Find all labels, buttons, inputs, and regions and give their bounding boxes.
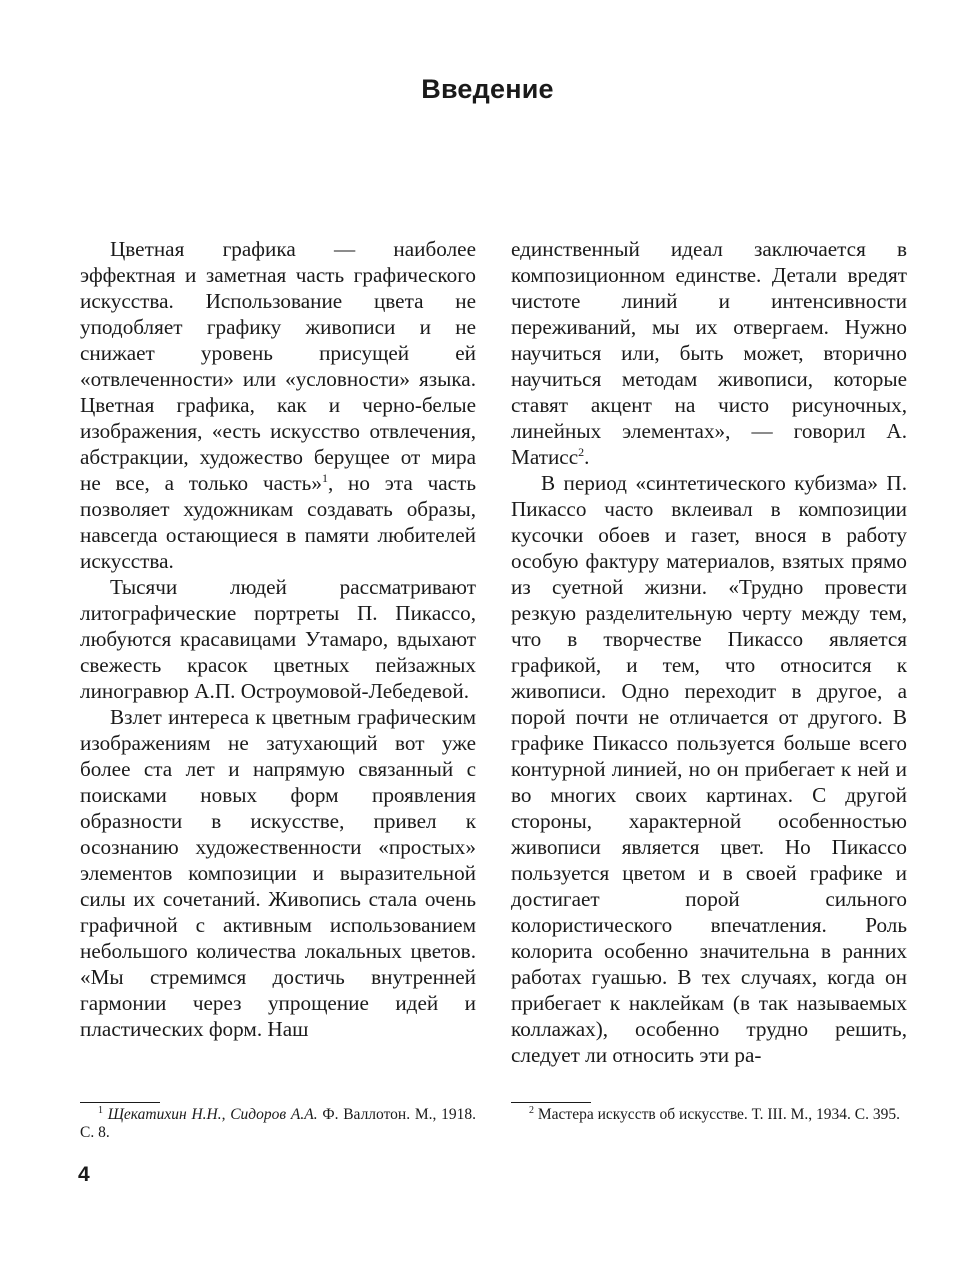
footnote-number: 2 <box>529 1104 534 1116</box>
right-text-column <box>511 236 907 1068</box>
paragraph <box>80 236 476 574</box>
footnote-2 <box>511 1106 907 1124</box>
footnote-divider <box>511 1102 591 1103</box>
paragraph: Тысячи людей рассматривают литографические портреты П. Пикассо, любуются красавицами Утамаро, вдыхают свежесть красок цветных пейзажных линогравюр А.П. Остроумовой-Лебедевой. <box>80 575 476 703</box>
paragraph-text: . <box>584 445 590 469</box>
paragraph-continuation <box>511 236 907 470</box>
page-title: Введение <box>421 74 554 104</box>
footnote-text: Мастера искусств об искусстве. Т. III. М., 1934. С. 395. <box>534 1106 900 1123</box>
paragraph: Взлет интереса к цветным графическим изображениям не затухающий вот уже более ста лет и напрямую связанный с поисками новых форм проявления образности в искусстве, привел к осознанию художественности «простых» элементов композиции и выразительной силы их сочетаний. Живопись стала очень графичной с активным использованием небольшого количества локальных цветов. «Мы стремимся достичь внутренней гармонии через упрощение идей и пластических форм. Наш <box>80 705 476 1041</box>
paragraph-text: Цветная графика — наиболее эффектная и заметная часть графического искусства. Использование цвета не уподобляет графику живописи и не снижает уровень присущей ей «отвлеченности» или «условности» языка. Цветная графика, как и черно-белые изображения, «есть искусство отвлечения, абстракции, художество берущее от мира не все, а только часть» <box>80 237 476 495</box>
footnote-1 <box>80 1106 476 1142</box>
left-text-column <box>80 236 476 1042</box>
footnote-text: Ф. Валлотон. М., 1918. С. 8. <box>80 1106 477 1141</box>
paragraph-text: , но эта часть позволяет художникам создавать образы, навсегда остающиеся в памяти любителей искусства. <box>80 471 476 573</box>
footnote-divider <box>80 1102 160 1103</box>
footnote-reference[interactable]: 2 <box>578 444 585 459</box>
footnote-number: 1 <box>98 1104 103 1116</box>
paragraph-text: единственный идеал заключается в композиционном единстве. Детали вредят чистоте линий и интенсивности переживаний, мы их отвергаем. Нужно научиться или, быть может, вторично научиться методам живописи, которые ставят акцент на чисто рисуночных, линейных элементах», — говорил А. Матисс <box>511 237 907 469</box>
paragraph: В период «синтетического кубизма» П. Пикассо часто вклеивал в композиции кусочки обоев и газет, внося в работу особую фактуру материалов, взятых прямо из суетной жизни. «Трудно провести резкую разделительную черту между тем, что в творчестве Пикассо является графикой, и тем, что относится к живописи. Одно переходит в другое, а порой почти не отличается от другого. В графике Пикассо пользуется больше всего контурной линией, но он прибегает к ней и во многих своих картинах. С другой стороны, характерной особенностью живописи является цвет. Но Пикассо пользуется цветом и в своей графике и достигает порой сильного колористического впечатления. Роль колорита особенно значительна в ранних работах гуашью. В тех случаях, когда он прибегает к наклейкам (в так называемых коллажах), особенно трудно решить, следует ли относить эти ра- <box>511 471 907 1067</box>
footnote-authors: Щекатихин Н.Н., Сидоров А.А. <box>107 1106 318 1123</box>
footnote-reference[interactable]: 1 <box>321 470 328 485</box>
page-number: 4 <box>78 1163 90 1186</box>
